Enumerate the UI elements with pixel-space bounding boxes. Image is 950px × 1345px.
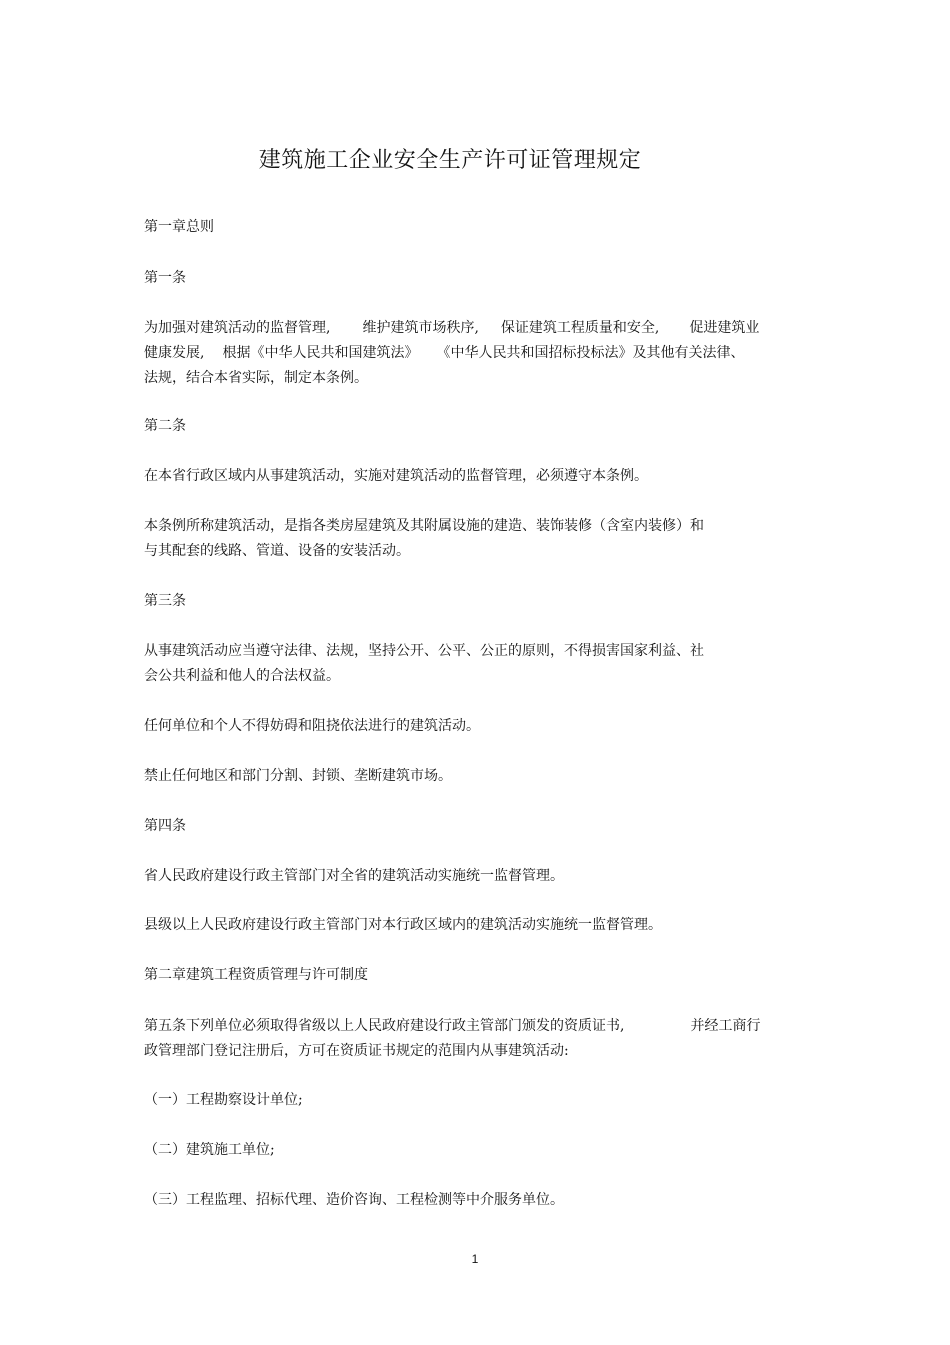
list-item: （三）工程监理、招标代理、造价咨询、工程检测等中介服务单位。 (144, 1192, 564, 1208)
paragraph-line: 省人民政府建设行政主管部门对全省的建筑活动实施统一监督管理。 (144, 868, 564, 884)
text-segment: 健康发展, (144, 345, 205, 361)
list-item: （二）建筑施工单位; (144, 1142, 275, 1158)
article-heading: 第二条 (144, 418, 186, 434)
article-heading: 第四条 (144, 818, 186, 834)
text-segment: 《中华人民共和国招标投标法》及其他有关法律、 (436, 345, 745, 361)
document-title: 建筑施工企业安全生产许可证管理规定 (258, 148, 642, 173)
text-segment: 保证建筑工程质量和安全, (500, 320, 660, 336)
paragraph-line: 会公共利益和他人的合法权益。 (144, 668, 340, 684)
chapter-heading: 第二章建筑工程资质管理与许可制度 (144, 967, 368, 983)
chapter-heading: 第一章总则 (144, 219, 214, 235)
paragraph-line (144, 1016, 760, 1036)
paragraph-line (144, 343, 744, 363)
article-heading: 第三条 (144, 593, 186, 609)
text-segment: 促进建筑业 (689, 320, 760, 336)
paragraph-line: 任何单位和个人不得妨碍和阻挠依法进行的建筑活动。 (144, 718, 480, 734)
paragraph-line: 在本省行政区域内从事建筑活动，实施对建筑活动的监督管理，必须遵守本条例。 (144, 468, 648, 484)
paragraph-line: 从事建筑活动应当遵守法律、法规，坚持公开、公平、公正的原则，不得损害国家利益、社 (144, 643, 704, 659)
paragraph-line: 本条例所称建筑活动，是指各类房屋建筑及其附属设施的建造、装饰装修（含室内装修）和 (144, 518, 704, 534)
paragraph-line: 禁止任何地区和部门分割、封锁、垄断建筑市场。 (144, 768, 452, 784)
paragraph-line: 县级以上人民政府建设行政主管部门对本行政区域内的建筑活动实施统一监督管理。 (144, 917, 662, 933)
text-segment: 并经工商行 (690, 1018, 761, 1034)
article-heading: 第一条 (144, 270, 186, 286)
paragraph-line (144, 318, 759, 338)
text-segment: 维护建筑市场秩序, (362, 320, 479, 336)
list-item: （一）工程勘察设计单位; (144, 1092, 303, 1108)
paragraph-line: 与其配套的线路、管道、设备的安装活动。 (144, 543, 410, 559)
text-segment: 第五条下列单位必须取得省级以上人民政府建设行政主管部门颁发的资质证书, (144, 1018, 625, 1034)
paragraph-line: 政管理部门登记注册后，方可在资质证书规定的范围内从事建筑活动: (144, 1043, 569, 1059)
paragraph-line: 法规，结合本省实际，制定本条例。 (144, 370, 368, 386)
text-segment: 根据《中华人民共和国建筑法》 (222, 345, 419, 361)
text-segment: 为加强对建筑活动的监督管理, (144, 320, 331, 336)
page-number: 1 (471, 1252, 479, 1266)
